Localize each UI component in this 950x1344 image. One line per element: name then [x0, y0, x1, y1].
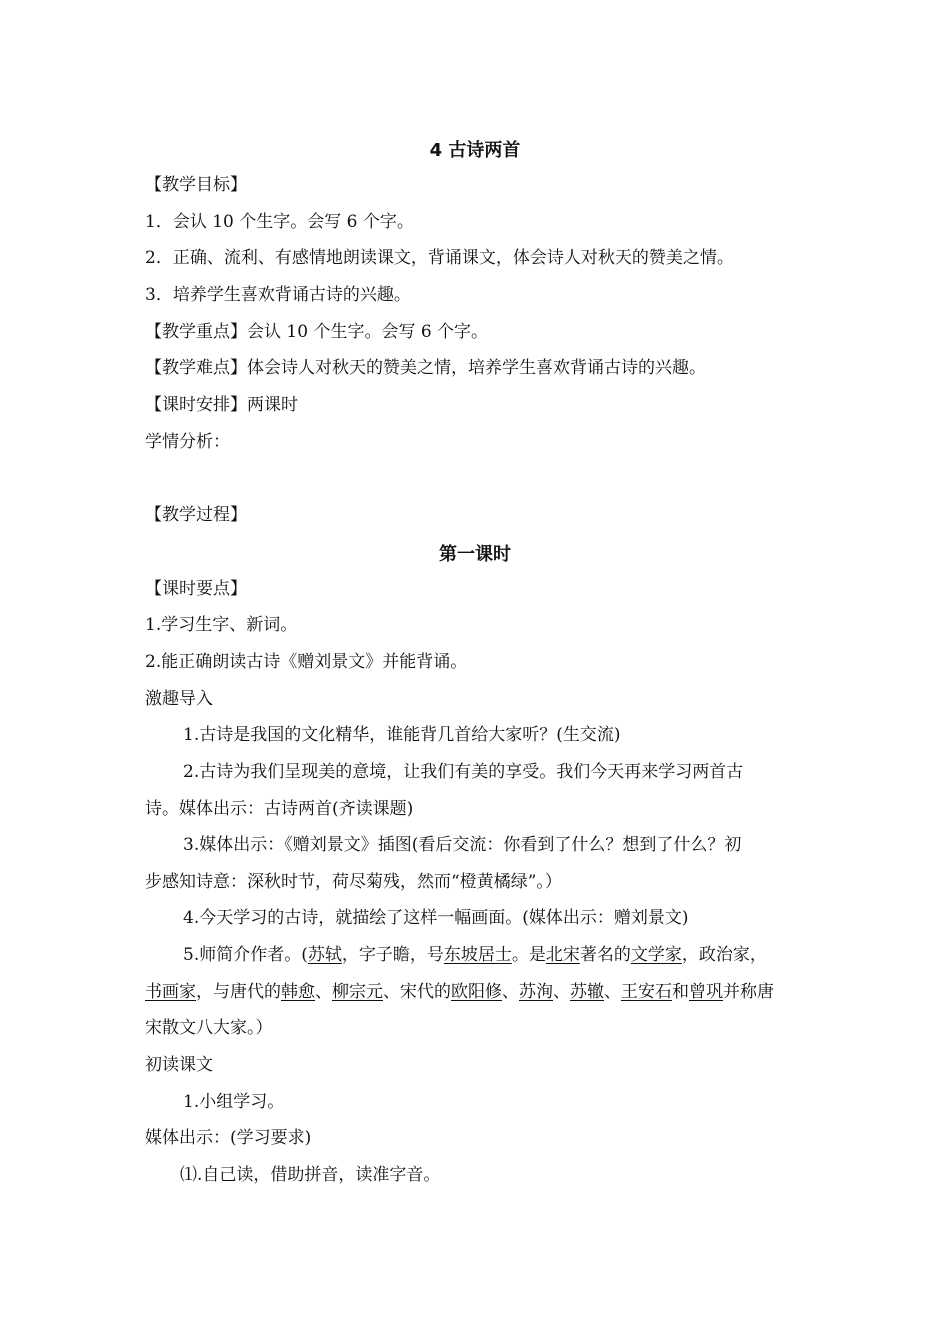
liu-zongyuan-link[interactable]: 柳宗元 [332, 982, 383, 1002]
process-heading: 【教学过程】 [145, 505, 247, 525]
objectives-heading: 【教学目标】 [145, 175, 247, 195]
objective-item: 1．会认 10 个生字。会写 6 个字。 [145, 212, 414, 232]
intro-item: 4.今天学习的古诗，就描绘了这样一幅画面。(媒体出示：赠刘景文) [183, 908, 689, 928]
first-read-heading: 初读课文 [145, 1055, 213, 1075]
intro-heading: 激趣导入 [145, 689, 213, 709]
difficulties: 【教学难点】体会诗人对秋天的赞美之情，培养学生喜欢背诵古诗的兴趣。 [145, 358, 706, 378]
text-fragment: 、 [553, 982, 570, 1002]
text-fragment: 。是 [511, 945, 546, 965]
objective-item: 3．培养学生喜欢背诵古诗的兴趣。 [145, 285, 411, 305]
situation-analysis: 学情分析： [145, 432, 230, 452]
text-fragment: ，与唐代的 [196, 982, 281, 1002]
schedule: 【课时安排】两课时 [145, 395, 298, 415]
zeng-gong-link[interactable]: 曾巩 [689, 982, 723, 1002]
intro-item: 2.古诗为我们呈现美的意境，让我们有美的享受。我们今天再来学习两首古 [183, 762, 744, 782]
wang-anshi-link[interactable]: 王安石 [621, 982, 672, 1002]
text-fragment: 、 [315, 982, 332, 1002]
ouyang-xiu-link[interactable]: 欧阳修 [451, 982, 502, 1002]
intro-item: 3.媒体出示：《赠刘景文》插图(看后交流：你看到了什么？想到了什么？初 [183, 835, 742, 855]
lesson-point-item: 2.能正确朗读古诗《赠刘景文》并能背诵。 [145, 652, 468, 672]
text-fragment: ，政治家， [681, 945, 767, 965]
dynasty-link[interactable]: 北宋 [545, 945, 580, 965]
text-fragment: 5.师简介作者。( [183, 945, 308, 965]
objective-item: 2．正确、流利、有感情地朗读课文，背诵课文，体会诗人对秋天的赞美之情。 [145, 248, 734, 268]
intro-item-continuation: 诗。媒体出示：古诗两首(齐读课题) [145, 799, 414, 819]
text-fragment: 、 [502, 982, 519, 1002]
lesson-point-item: 1.学习生字、新词。 [145, 615, 298, 635]
group-study-item: 1.小组学习。 [183, 1092, 285, 1112]
intro-item: 1.古诗是我国的文化精华，谁能背几首给大家听？(生交流) [183, 725, 621, 745]
lesson-title: 第一课时 [439, 544, 511, 565]
text-fragment: 和 [672, 982, 689, 1002]
text-fragment: 、宋代的 [383, 982, 451, 1002]
author-intro-line [145, 980, 774, 1004]
author-intro-line: 宋散文八大家。） [145, 1018, 273, 1038]
text-fragment: 并称唐 [723, 982, 774, 1002]
su-zhe-link[interactable]: 苏辙 [570, 982, 604, 1002]
pen-name-link[interactable]: 东坡居士 [443, 945, 512, 965]
text-fragment: ，字子瞻，号 [341, 945, 444, 965]
author-name-link[interactable]: 苏轼 [307, 945, 342, 965]
key-points: 【教学重点】会认 10 个生字。会写 6 个字。 [145, 322, 489, 342]
media-requirements: 媒体出示：(学习要求) [145, 1128, 312, 1148]
calligrapher-link[interactable]: 书画家 [145, 982, 196, 1002]
su-xun-link[interactable]: 苏洵 [519, 982, 553, 1002]
requirement-item: ⑴.自己读，借助拼音，读准字音。 [180, 1165, 441, 1185]
text-fragment: 、 [604, 982, 621, 1002]
writer-link[interactable]: 文学家 [630, 945, 682, 965]
author-intro-line [183, 943, 767, 967]
document-title: 4 古诗两首 [429, 140, 521, 161]
lesson-points-heading: 【课时要点】 [145, 579, 247, 599]
intro-item-continuation: 步感知诗意：深秋时节，荷尽菊残，然而“橙黄橘绿”。） [145, 872, 562, 892]
han-yu-link[interactable]: 韩愈 [281, 982, 315, 1002]
text-fragment: 著名的 [579, 945, 631, 965]
